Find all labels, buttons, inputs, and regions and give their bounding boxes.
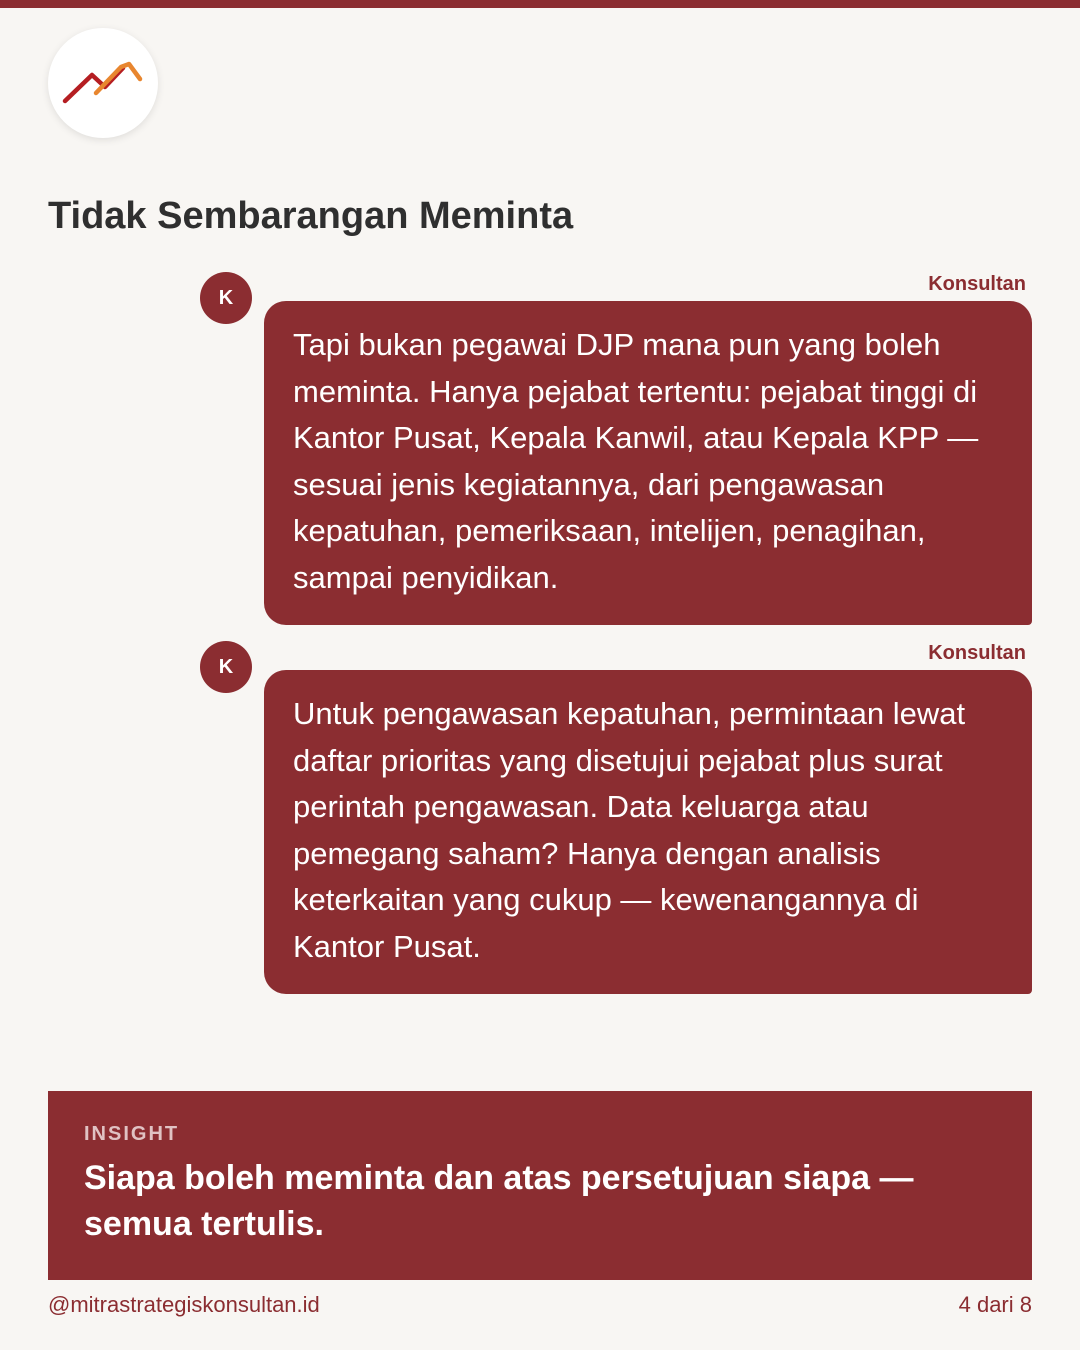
message-bubble: Untuk pengawasan kepatuhan, permintaan lewat daftar prioritas yang disetujui pejabat plus surat perintah pengawasan. Data keluarga atau pemegang saham? Hanya dengan analisis keterkaitan yang cukup — kewenangannya di Kantor Pusat. xyxy=(264,670,1032,994)
sender-name: Konsultan xyxy=(928,273,1026,295)
page-title: Tidak Sembarangan Meminta xyxy=(48,195,574,237)
message-bubble: Tapi bukan pegawai DJP mana pun yang boleh meminta. Hanya pejabat tertentu: pejabat tinggi di Kantor Pusat, Kepala Kanwil, atau Kepala KPP — sesuai jenis kegiatannya, dari pengawasan kepatuhan, pemeriksaan, intelijen, penagihan, sampai penyidikan. xyxy=(264,301,1032,625)
page-indicator: 4 dari 8 xyxy=(958,1292,1032,1317)
avatar: K xyxy=(200,272,252,324)
insight-card xyxy=(48,1091,1032,1280)
brand-logo xyxy=(48,28,158,138)
sender-name: Konsultan xyxy=(928,642,1026,664)
insight-text: Siapa boleh meminta dan atas persetujuan siapa — semua tertulis. xyxy=(84,1159,914,1243)
top-accent-bar xyxy=(0,0,1080,8)
footer-handle: @mitrastrategiskonsultan.id xyxy=(48,1292,320,1317)
insight-label: INSIGHT xyxy=(84,1123,180,1145)
avatar: K xyxy=(200,641,252,693)
mountain-logo-icon xyxy=(48,28,158,138)
